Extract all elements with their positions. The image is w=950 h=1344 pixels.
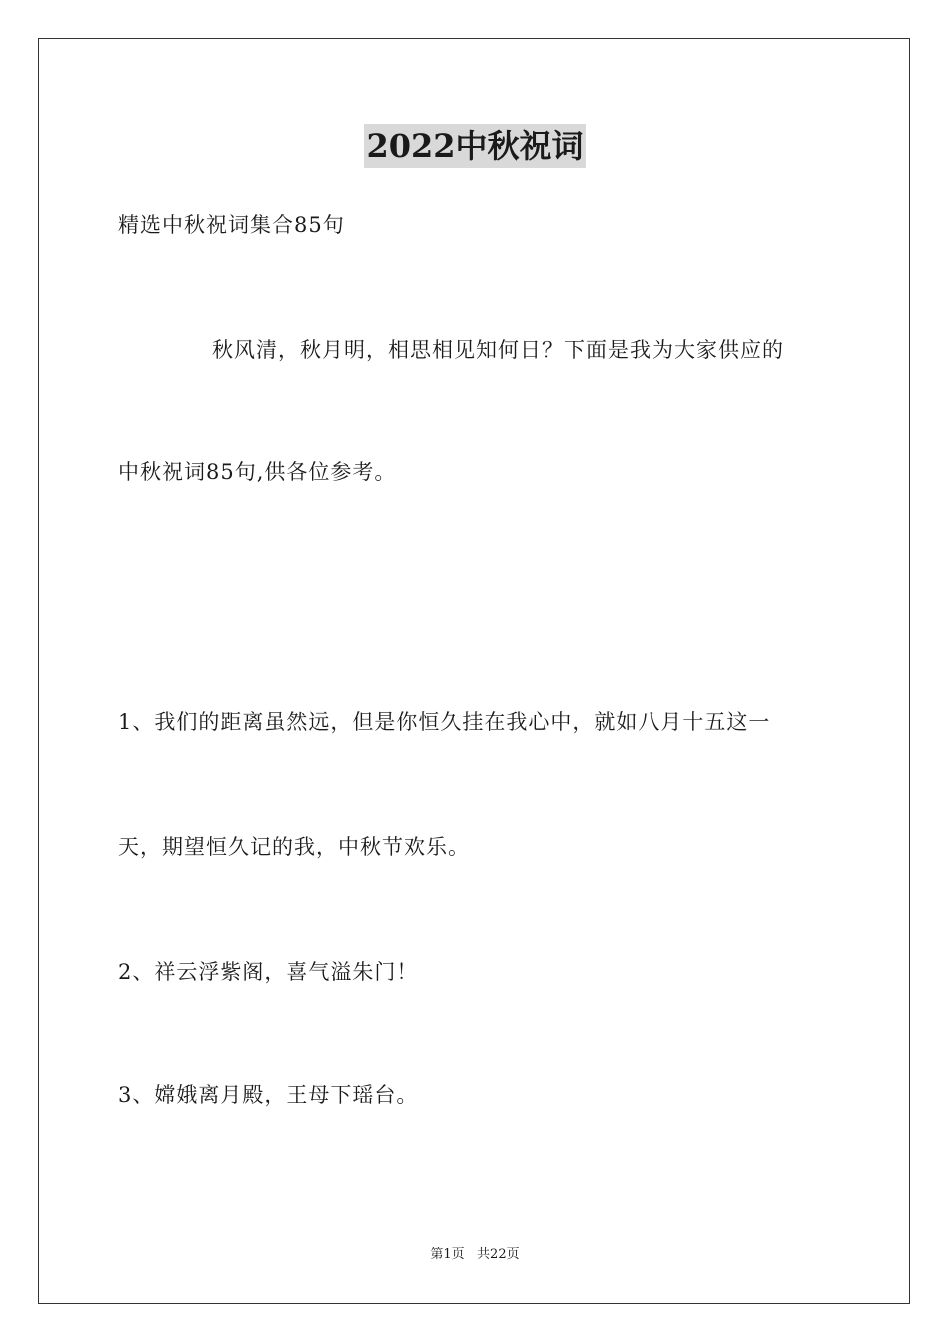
wish-item-1-line-1: 1、我们的距离虽然远，但是你恒久挂在我心中，就如八月十五这一 [118,710,771,734]
title-container [0,124,950,168]
subtitle-text: 精选中秋祝词集合85句 [118,213,345,237]
intro-paragraph-line-2: 中秋祝词85句,供各位参考。 [118,460,397,484]
wish-item-2: 2、祥云浮紫阁，喜气溢朱门！ [118,960,419,984]
wish-item-3: 3、嫦娥离月殿，王母下瑶台。 [118,1083,419,1107]
page-footer: 第1页 共22页 [430,1247,520,1262]
intro-paragraph-line-1: 秋风清，秋月明，相思相见知何日？下面是我为大家供应的 [212,338,784,362]
document-title: 2022中秋祝词 [364,124,585,168]
wish-item-1-line-2: 天，期望恒久记的我，中秋节欢乐。 [118,835,470,859]
